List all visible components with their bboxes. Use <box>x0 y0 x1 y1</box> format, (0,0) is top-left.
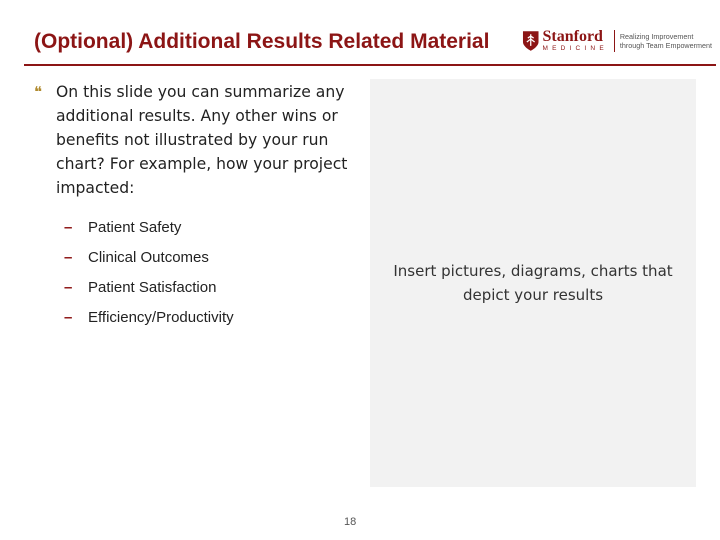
content-area <box>34 80 364 200</box>
main-bullet <box>34 80 364 200</box>
logo-tagline <box>620 32 712 50</box>
logo-medicine: MEDICINE <box>542 45 608 53</box>
sub-bullet-item <box>64 302 354 332</box>
image-placeholder[interactable] <box>370 79 696 487</box>
logo-divider <box>614 30 615 52</box>
title-rule <box>24 64 716 66</box>
dash-marker: – <box>64 218 73 236</box>
dash-marker: – <box>64 248 73 266</box>
bullet-marker-icon: ❝ <box>34 84 43 101</box>
dash-marker: – <box>64 308 73 326</box>
logo-stanford: Stanford <box>542 28 603 46</box>
logo-tagline-line2: through Team Empowerment <box>619 41 712 50</box>
logo-tagline-line1: Realizing Improvement <box>619 32 694 41</box>
sub-bullet-text: Patient Safety <box>88 218 182 236</box>
placeholder-text-line1: Insert pictures, diagrams, charts that <box>393 262 673 280</box>
sub-bullet-item <box>64 272 354 302</box>
stanford-medicine-logo <box>522 28 712 54</box>
sub-bullet-item <box>64 242 354 272</box>
stanford-tree-icon <box>522 30 539 52</box>
sub-bullet-text: Clinical Outcomes <box>88 248 209 266</box>
main-bullet-text: On this slide you can summarize any additional results. Any other wins or benefits not illustrated by your run chart? For example, how your project impacted: <box>56 83 348 197</box>
logo-wordmark <box>542 29 607 53</box>
sub-bullet-text: Efficiency/Productivity <box>88 308 234 326</box>
page-number: 18 <box>344 516 357 528</box>
slide-title: (Optional) Additional Results Related Material <box>34 30 490 53</box>
sub-bullet-text: Patient Satisfaction <box>88 278 217 296</box>
placeholder-text-line2: depict your results <box>462 286 604 304</box>
placeholder-text <box>383 259 683 307</box>
sub-bullet-list <box>64 212 354 332</box>
dash-marker: – <box>64 278 73 296</box>
sub-bullet-item <box>64 212 354 242</box>
